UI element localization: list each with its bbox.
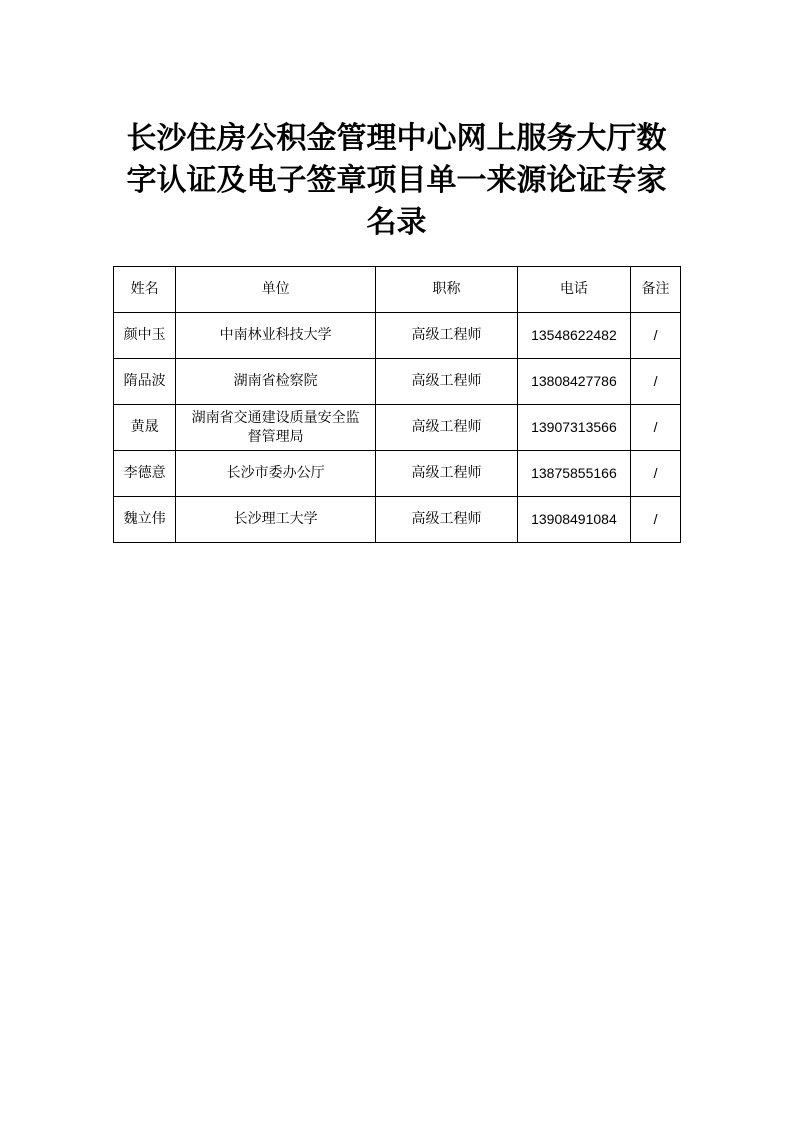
table-header-row xyxy=(114,267,681,313)
header-phone: 电话 xyxy=(517,267,630,313)
header-title: 职称 xyxy=(376,267,518,313)
cell-note: / xyxy=(631,451,681,497)
experts-table xyxy=(113,266,681,543)
cell-phone: 13808427786 xyxy=(517,359,630,405)
unit-text: 长沙市委办公厅 xyxy=(226,465,325,481)
document-title xyxy=(120,118,673,244)
cell-unit xyxy=(176,451,376,497)
cell-name: 隋品波 xyxy=(114,359,176,405)
unit-text: 中南林业科技大学 xyxy=(219,327,332,343)
title-line-2: 字认证及电子签章项目单一来源论证专家 xyxy=(126,163,667,198)
cell-phone: 13908491084 xyxy=(517,497,630,543)
cell-note: / xyxy=(631,359,681,405)
cell-unit xyxy=(176,313,376,359)
header-unit: 单位 xyxy=(176,267,376,313)
cell-unit xyxy=(176,497,376,543)
title-line-1: 长沙住房公积金管理中心网上服务大厅数 xyxy=(126,121,667,156)
cell-name: 颜中玉 xyxy=(114,313,176,359)
table-row xyxy=(114,451,681,497)
cell-unit xyxy=(176,405,376,451)
cell-title: 高级工程师 xyxy=(376,405,518,451)
cell-unit xyxy=(176,359,376,405)
cell-note: / xyxy=(631,497,681,543)
header-note: 备注 xyxy=(631,267,681,313)
header-name: 姓名 xyxy=(114,267,176,313)
title-line-3: 名录 xyxy=(366,205,427,240)
cell-name: 黄晟 xyxy=(114,405,176,451)
cell-name: 魏立伟 xyxy=(114,497,176,543)
cell-title: 高级工程师 xyxy=(376,359,518,405)
unit-text: 湖南省交通建设质量安全监督管理局 xyxy=(191,409,360,445)
table-row xyxy=(114,313,681,359)
cell-phone: 13875855166 xyxy=(517,451,630,497)
table-row xyxy=(114,497,681,543)
unit-text: 湖南省检察院 xyxy=(233,373,318,389)
table-row xyxy=(114,405,681,451)
cell-phone: 13907313566 xyxy=(517,405,630,451)
cell-title: 高级工程师 xyxy=(376,451,518,497)
unit-text: 长沙理工大学 xyxy=(233,511,318,527)
cell-phone: 13548622482 xyxy=(517,313,630,359)
cell-note: / xyxy=(631,405,681,451)
cell-title: 高级工程师 xyxy=(376,313,518,359)
cell-name: 李德意 xyxy=(114,451,176,497)
cell-title: 高级工程师 xyxy=(376,497,518,543)
cell-note: / xyxy=(631,313,681,359)
table-row xyxy=(114,359,681,405)
